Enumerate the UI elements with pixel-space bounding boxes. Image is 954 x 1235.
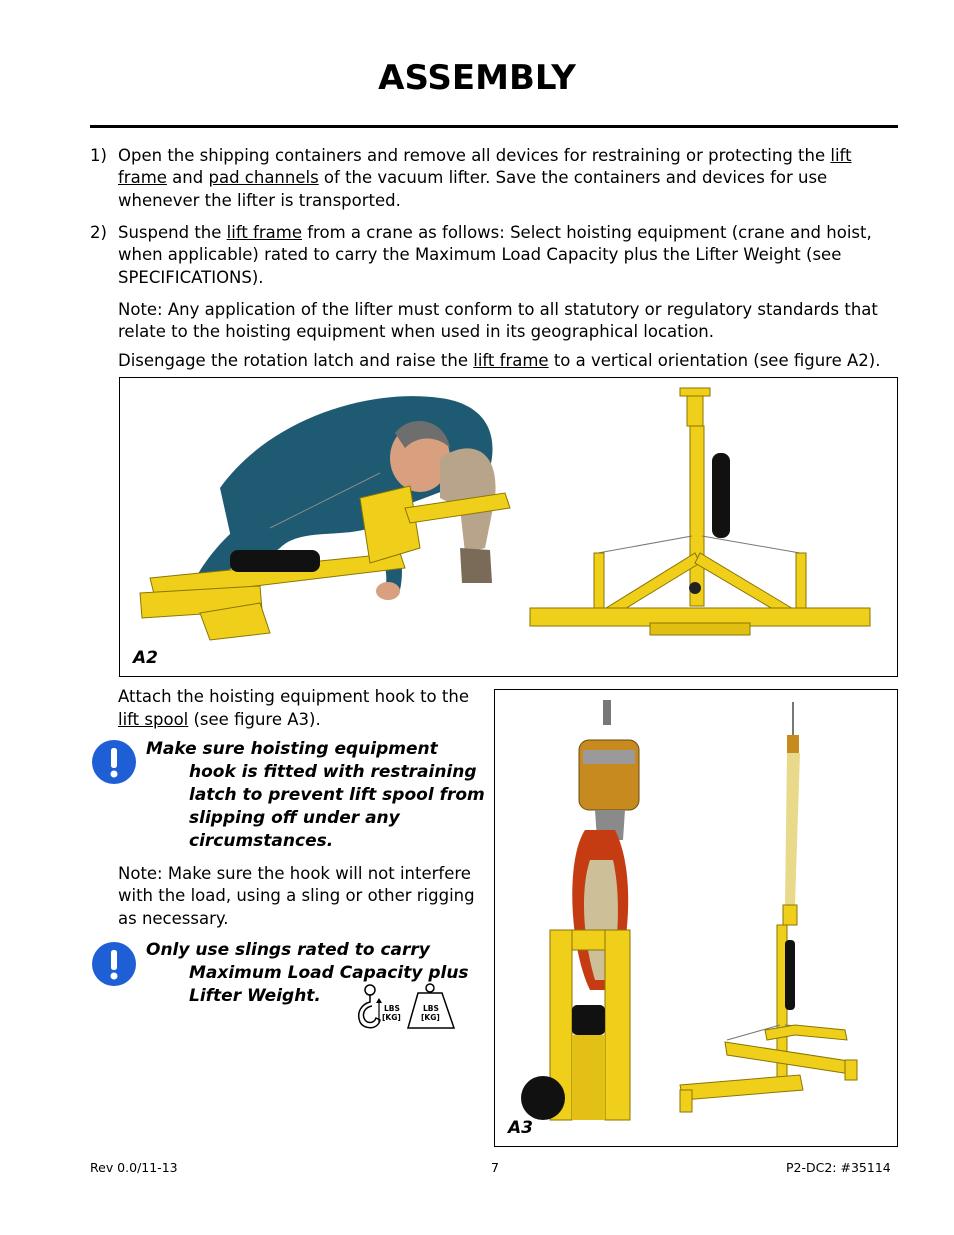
step-2-text-b: from a crane as follows: Select hoisting equipment (crane and hoist,	[302, 223, 872, 242]
page-title: ASSEMBLY	[378, 58, 576, 98]
footer-page-number: 7	[491, 1160, 499, 1175]
figure-a3	[494, 689, 898, 1147]
step-1-text-a: Open the shipping containers and remove all devices for restraining or protecting the	[118, 146, 831, 165]
hook-icon	[359, 985, 382, 1028]
lift-frame-link-2: lift frame	[226, 223, 302, 242]
hook-icon-lbs: LBS	[384, 1004, 400, 1013]
pad-channels-link: pad channels	[208, 168, 319, 187]
disengage-line	[118, 349, 880, 372]
warning-1-line-3: latch to prevent lift spool from	[189, 785, 485, 805]
lift-frame-link-1b: frame	[118, 168, 167, 187]
footer-model-number: P2-DC2: #35114	[786, 1160, 891, 1175]
warning-1-line-2: hook is fitted with restraining	[189, 762, 477, 782]
warning-1-line-4: slipping off under any	[189, 808, 400, 828]
step-2-number: 2)	[90, 223, 107, 242]
step-1-line-3: whenever the lifter is transported.	[118, 191, 401, 210]
warning-1-line-1: Make sure hoisting equipment	[146, 739, 438, 759]
figure-a2	[119, 377, 898, 677]
disengage-text-b: to a vertical orientation (see figure A2).	[548, 351, 881, 370]
attach-text-b: (see figure A3).	[188, 710, 321, 729]
step-1-text-c: of the vacuum lifter. Save the containers and devices for use	[318, 168, 828, 187]
mandatory-action-icon-1	[91, 739, 137, 785]
footer-revision: Rev 0.0/11-13	[90, 1160, 178, 1175]
step-2-text-a: Suspend the	[118, 223, 227, 242]
hook-icon-kg: [KG]	[382, 1013, 401, 1022]
note-2-line-2: with the load, using a sling or other rigging	[118, 886, 475, 905]
step-2-line-1	[118, 221, 872, 244]
step-1-line-2	[118, 166, 827, 189]
attach-line-2	[118, 708, 321, 731]
warning-2-line-3: Lifter Weight.	[189, 986, 321, 1006]
mandatory-action-icon-2	[91, 941, 137, 987]
warning-2-line-1: Only use slings rated to carry	[146, 940, 430, 960]
person-with-frame-photo	[140, 396, 510, 640]
figure-a3-label: A3	[508, 1118, 533, 1138]
upright-lift-frame-photo	[530, 388, 870, 635]
lift-frame-link-3: lift frame	[473, 351, 549, 370]
note-2-line-1: Note: Make sure the hook will not interfere	[118, 864, 471, 883]
figure-a3-illustration	[495, 690, 897, 1146]
attach-line-1: Attach the hoisting equipment hook to the	[118, 687, 469, 706]
hook-and-spool-closeup-photo	[521, 700, 639, 1120]
note-2-line-3: as necessary.	[118, 909, 229, 928]
warning-1-text	[146, 738, 485, 853]
warning-1-line-5: circumstances.	[189, 831, 334, 851]
hook-and-weight-icons	[352, 982, 457, 1032]
full-frame-suspended-photo	[680, 702, 857, 1112]
lift-spool-link: lift spool	[118, 710, 189, 729]
figure-a2-label: A2	[133, 648, 158, 668]
warning-2-line-2: Maximum Load Capacity plus	[189, 963, 469, 983]
step-1-text-b: and	[166, 168, 209, 187]
step-1-line-1	[118, 144, 852, 167]
step-1-number: 1)	[90, 146, 107, 165]
step-2-line-2: when applicable) rated to carry the Maximum Load Capacity plus the Lifter Weight (see	[118, 245, 842, 264]
title-divider	[90, 125, 898, 128]
figure-a2-illustration	[120, 378, 897, 676]
note-1-line-2: relate to the hoisting equipment when used in its geographical location.	[118, 322, 715, 341]
lift-frame-link-1a: lift	[830, 146, 852, 165]
weight-icon-kg: [KG]	[421, 1013, 440, 1022]
note-1-line-1: Note: Any application of the lifter must conform to all statutory or regulatory standards that	[118, 300, 878, 319]
weight-icon-lbs: LBS	[423, 1004, 439, 1013]
step-2-line-3: SPECIFICATIONS).	[118, 268, 264, 287]
disengage-text-a: Disengage the rotation latch and raise the	[118, 351, 474, 370]
